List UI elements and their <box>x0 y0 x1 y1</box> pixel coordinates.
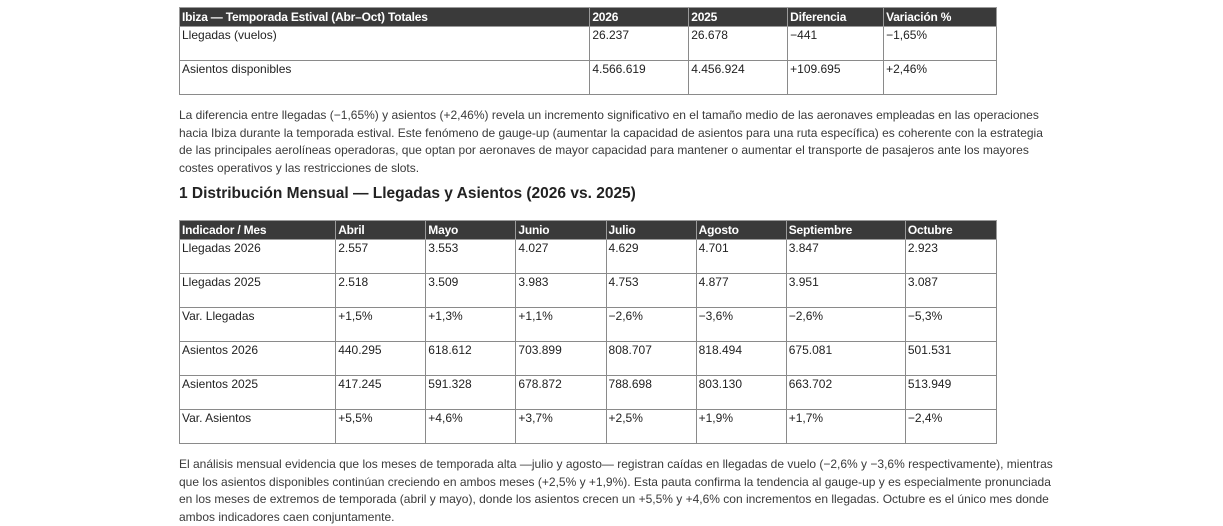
table-cell: 788.698 <box>606 376 696 410</box>
table-cell: +1,7% <box>786 410 905 444</box>
table-cell: Asientos disponibles <box>180 61 590 95</box>
table-cell: Asientos 2025 <box>180 376 336 410</box>
column-header: Diferencia <box>788 8 884 27</box>
table-cell: 663.702 <box>786 376 905 410</box>
table-cell: 703.899 <box>516 342 606 376</box>
table-row <box>180 61 997 95</box>
table-row <box>180 308 997 342</box>
table-cell: +109.695 <box>788 61 884 95</box>
table-cell: 3.553 <box>426 240 516 274</box>
table-cell: 675.081 <box>786 342 905 376</box>
table-cell: Asientos 2026 <box>180 342 336 376</box>
column-header: 2025 <box>689 8 788 27</box>
table-cell: −441 <box>788 27 884 61</box>
table-cell: 440.295 <box>336 342 426 376</box>
table-cell: 4.027 <box>516 240 606 274</box>
table-cell: 26.678 <box>689 27 788 61</box>
column-header: Julio <box>606 221 696 240</box>
table-cell: −2,6% <box>786 308 905 342</box>
table-row <box>180 376 997 410</box>
table-header-row <box>180 221 997 240</box>
table-row <box>180 410 997 444</box>
table-row <box>180 274 997 308</box>
table-cell: 678.872 <box>516 376 606 410</box>
column-header: Junio <box>516 221 606 240</box>
table-cell: 4.701 <box>696 240 786 274</box>
table-cell: 4.629 <box>606 240 696 274</box>
table-cell: +1,1% <box>516 308 606 342</box>
column-header: Agosto <box>696 221 786 240</box>
table-cell: 2.557 <box>336 240 426 274</box>
table-cell: +1,9% <box>696 410 786 444</box>
table-cell: +1,3% <box>426 308 516 342</box>
table-cell: 4.566.619 <box>590 61 689 95</box>
column-header: Mayo <box>426 221 516 240</box>
table-row <box>180 342 997 376</box>
table-cell: Var. Asientos <box>180 410 336 444</box>
table-cell: 3.951 <box>786 274 905 308</box>
table-cell: Var. Llegadas <box>180 308 336 342</box>
column-header: Septiembre <box>786 221 905 240</box>
table-cell: 3.087 <box>905 274 996 308</box>
table-cell: Llegadas (vuelos) <box>180 27 590 61</box>
table-cell: 808.707 <box>606 342 696 376</box>
table-cell: −5,3% <box>905 308 996 342</box>
table-cell: 818.494 <box>696 342 786 376</box>
table-cell: Llegadas 2025 <box>180 274 336 308</box>
table-cell: 3.509 <box>426 274 516 308</box>
table-cell: −2,4% <box>905 410 996 444</box>
column-header: Indicador / Mes <box>180 221 336 240</box>
section-title: 1 Distribución Mensual — Llegadas y Asientos (2026 vs. 2025) <box>179 185 636 202</box>
column-header: Octubre <box>905 221 996 240</box>
table-cell: +5,5% <box>336 410 426 444</box>
table-header-row <box>180 8 997 27</box>
table-cell: 591.328 <box>426 376 516 410</box>
analysis-paragraph-2: El análisis mensual evidencia que los meses de temporada alta —julio y agosto— registran caídas en llegadas de vuelo (−2,6% y −3,6% respectivamente), mientras que los asientos disponibles continúan creciendo en ambos meses (+2,5% y +1,9%). Esta pauta confirma la tendencia al gauge-up y es especialmente pronunciada en los meses de extremos de temporada (abril y mayo), donde los asientos crecen un +5,5% y +4,6% con incrementos en llegadas. Octubre es el único mes donde ambos indicadores caen conjuntamente. <box>179 457 1053 524</box>
table-row <box>180 240 997 274</box>
table-cell: 4.753 <box>606 274 696 308</box>
table-cell: −3,6% <box>696 308 786 342</box>
column-header: Variación % <box>884 8 997 27</box>
table-cell: +2,46% <box>884 61 997 95</box>
table-cell: 2.923 <box>905 240 996 274</box>
table-cell: Llegadas 2026 <box>180 240 336 274</box>
table-cell: +3,7% <box>516 410 606 444</box>
table-cell: +2,5% <box>606 410 696 444</box>
analysis-paragraph-1: La diferencia entre llegadas (−1,65%) y asientos (+2,46%) revela un incremento significativo en el tamaño medio de las aeronaves empleadas en las operaciones hacia Ibiza durante la temporada estival. Este fenómeno de gauge-up (aumentar la capacidad de asientos para una ruta específica) es coherente con la estrategia de las principales aerolíneas operadoras, que optan por aeronaves de mayor capacidad para mantener o aumentar el transporte de pasajeros ante los mayores costes operativos y las restricciones de slots. <box>179 108 1043 175</box>
table-cell: 417.245 <box>336 376 426 410</box>
table-cell: −2,6% <box>606 308 696 342</box>
table-cell: 3.983 <box>516 274 606 308</box>
table-cell: 26.237 <box>590 27 689 61</box>
summary-table <box>179 7 997 95</box>
column-header: Abril <box>336 221 426 240</box>
table-cell: 501.531 <box>905 342 996 376</box>
table-cell: 618.612 <box>426 342 516 376</box>
table-cell: 4.456.924 <box>689 61 788 95</box>
table-row <box>180 27 997 61</box>
table-cell: +4,6% <box>426 410 516 444</box>
monthly-table <box>179 220 997 444</box>
column-header: 2026 <box>590 8 689 27</box>
table-cell: 513.949 <box>905 376 996 410</box>
table-cell: 803.130 <box>696 376 786 410</box>
table-cell: 3.847 <box>786 240 905 274</box>
table-cell: −1,65% <box>884 27 997 61</box>
table-cell: 4.877 <box>696 274 786 308</box>
table-cell: 2.518 <box>336 274 426 308</box>
column-header: Ibiza — Temporada Estival (Abr–Oct) Totales <box>180 8 590 27</box>
table-cell: +1,5% <box>336 308 426 342</box>
